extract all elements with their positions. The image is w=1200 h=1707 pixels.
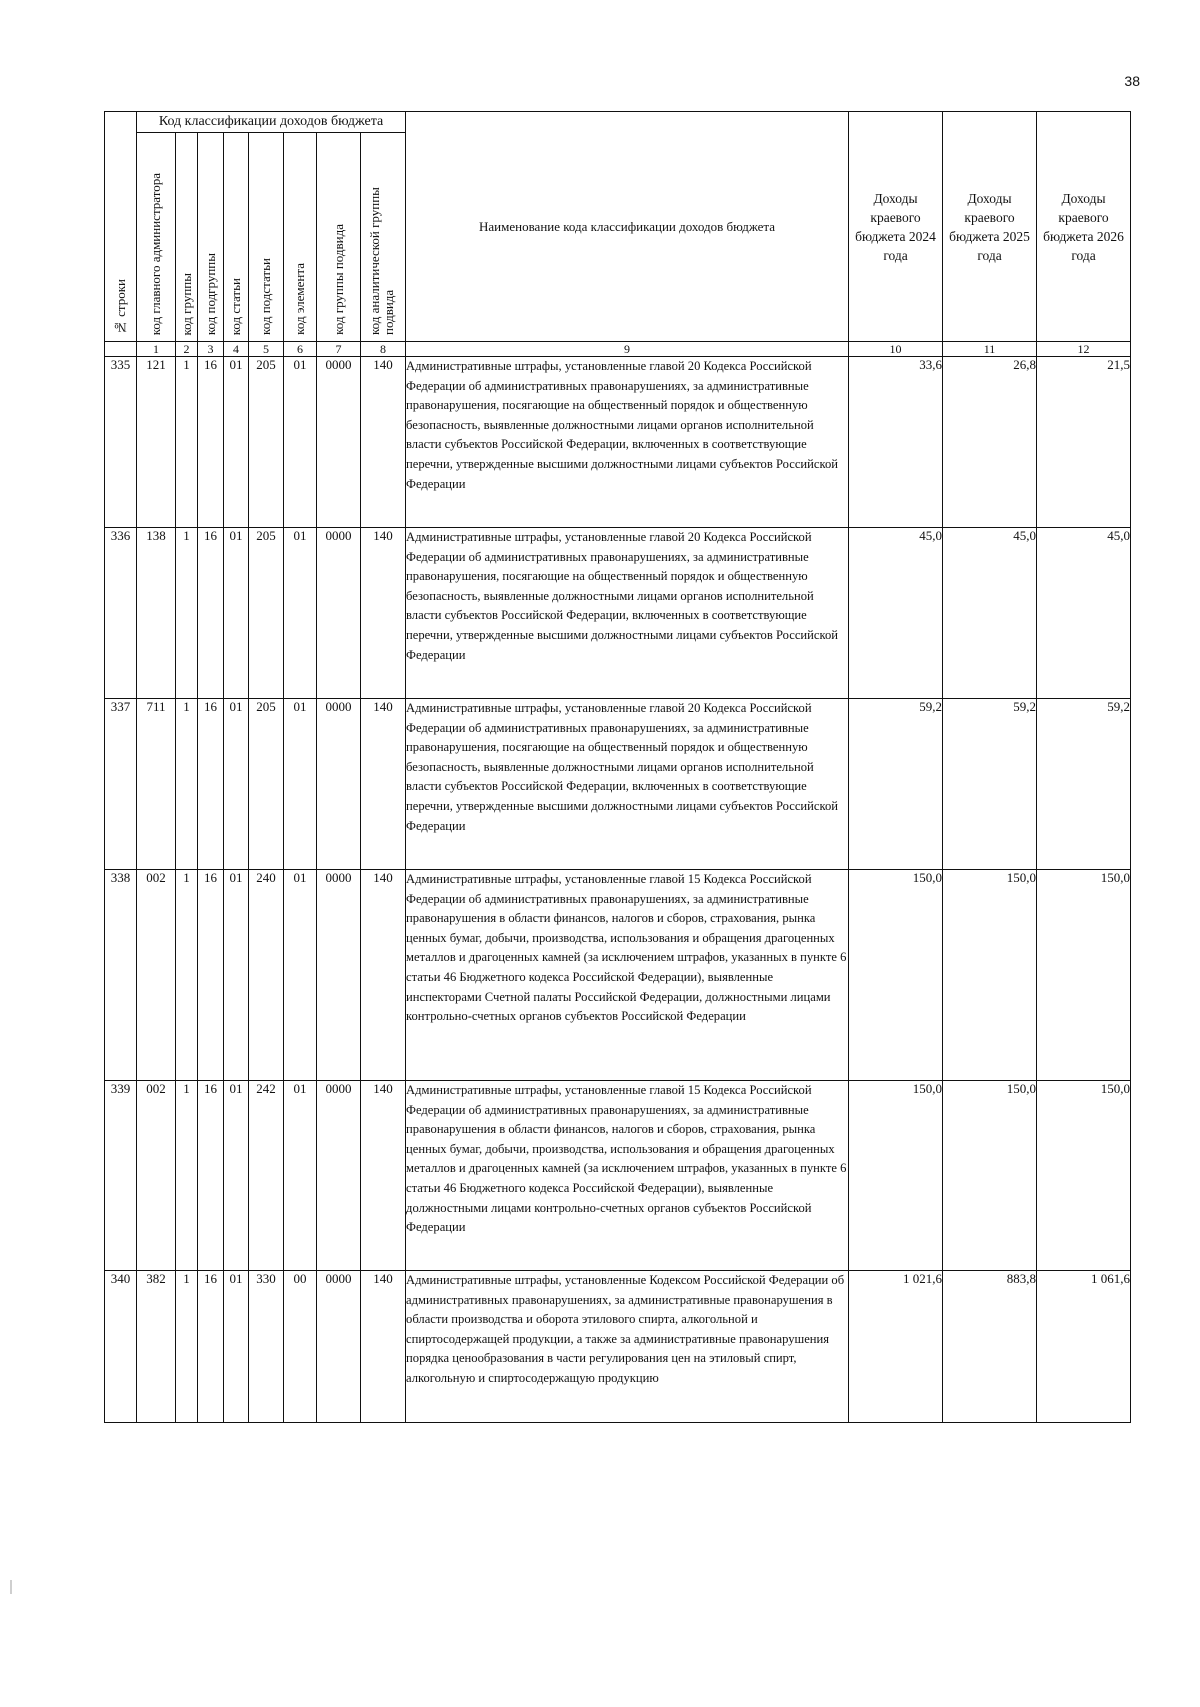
subgroup-code: 16 <box>198 1271 224 1423</box>
admin-code: 121 <box>137 357 176 528</box>
group-code: 1 <box>176 1271 198 1423</box>
page-number: 38 <box>1124 73 1140 89</box>
group-code: 1 <box>176 699 198 870</box>
element-code: 01 <box>284 870 317 1081</box>
group-code: 1 <box>176 870 198 1081</box>
row-number: 338 <box>105 870 137 1081</box>
subtype-group-code: 0000 <box>317 1081 361 1271</box>
analytic-subtype-code: 140 <box>361 1081 406 1271</box>
admin-code-header <box>137 133 176 342</box>
subarticle-code: 205 <box>249 528 284 699</box>
table-row <box>105 528 1131 699</box>
table-row <box>105 357 1131 528</box>
element-code-header-label: код элемента <box>292 263 307 335</box>
subtype-group-code: 0000 <box>317 870 361 1081</box>
revenue-2026: 21,5 <box>1037 357 1131 528</box>
table-row <box>105 1081 1131 1271</box>
article-code-header <box>224 133 249 342</box>
table-row <box>105 1271 1131 1423</box>
column-number-cell <box>105 342 137 357</box>
column-number-cell: 11 <box>943 342 1037 357</box>
subtype-group-code: 0000 <box>317 528 361 699</box>
subgroup-code: 16 <box>198 528 224 699</box>
subarticle-code: 242 <box>249 1081 284 1271</box>
row-number: 339 <box>105 1081 137 1271</box>
group-code-header <box>176 133 198 342</box>
subtype-group-code: 0000 <box>317 699 361 870</box>
group-code: 1 <box>176 1081 198 1271</box>
subarticle-code: 240 <box>249 870 284 1081</box>
group-code: 1 <box>176 357 198 528</box>
column-number-cell: 2 <box>176 342 198 357</box>
element-code-header <box>284 133 317 342</box>
admin-code: 711 <box>137 699 176 870</box>
element-code: 01 <box>284 357 317 528</box>
article-code: 01 <box>224 528 249 699</box>
row-number: 337 <box>105 699 137 870</box>
revenue-2024: 45,0 <box>849 528 943 699</box>
revenue-2025: 150,0 <box>943 1081 1037 1271</box>
column-number-cell: 6 <box>284 342 317 357</box>
budget-revenue-table <box>104 111 1131 1423</box>
subtype-group-code-header <box>317 133 361 342</box>
analytic-subtype-code-header <box>361 133 406 342</box>
revenue-2026: 1 061,6 <box>1037 1271 1131 1423</box>
admin-code: 138 <box>137 528 176 699</box>
analytic-subtype-code: 140 <box>361 870 406 1081</box>
element-code: 01 <box>284 528 317 699</box>
revenue-code-name: Административные штрафы, установленные главой 15 Кодекса Российской Федерации об административных правонарушениях, за административные правонарушения в области финансов, налогов и сборов, страхования, рынка ценных бумаг, добычи, производства, использования и обращения драгоценных металлов и драгоценных камней (за исключением штрафов, указанных в пункте 6 статьи 46 Бюджетного кодекса Российской Федерации), выявленные должностными лицами контрольно-счетных органов субъектов Российской Федерации <box>406 1081 849 1271</box>
column-number-cell: 9 <box>406 342 849 357</box>
column-number-cell: 3 <box>198 342 224 357</box>
subtype-group-code: 0000 <box>317 357 361 528</box>
column-number-cell: 12 <box>1037 342 1131 357</box>
element-code: 01 <box>284 699 317 870</box>
article-code-header-label: код статьи <box>228 277 243 335</box>
year-2025-header: Доходы краевого бюджета 2025 года <box>943 112 1037 342</box>
name-column-header: Наименование кода классификации доходов бюджета <box>406 112 849 342</box>
revenue-code-name: Административные штрафы, установленные главой 20 Кодекса Российской Федерации об административных правонарушениях, за административные правонарушения, посягающие на общественный порядок и общественную безопасность, выявленные должностными лицами органов исполнительной власти субъектов Российской Федерации, включенных в соответствующие перечни, утвержденные высшими должностными лицами субъектов Российской Федерации <box>406 528 849 699</box>
revenue-2024: 150,0 <box>849 1081 943 1271</box>
revenue-2025: 883,8 <box>943 1271 1037 1423</box>
table-row <box>105 699 1131 870</box>
group-code: 1 <box>176 528 198 699</box>
revenue-2025: 45,0 <box>943 528 1037 699</box>
element-code: 01 <box>284 1081 317 1271</box>
subgroup-code: 16 <box>198 1081 224 1271</box>
row-number: 336 <box>105 528 137 699</box>
revenue-2025: 59,2 <box>943 699 1037 870</box>
year-2026-header: Доходы краевого бюджета 2026 года <box>1037 112 1131 342</box>
revenue-2024: 59,2 <box>849 699 943 870</box>
analytic-subtype-code: 140 <box>361 1271 406 1423</box>
article-code: 01 <box>224 357 249 528</box>
subgroup-code: 16 <box>198 699 224 870</box>
revenue-2025: 26,8 <box>943 357 1037 528</box>
row-number: 340 <box>105 1271 137 1423</box>
revenue-2026: 45,0 <box>1037 528 1131 699</box>
row-number-header-label: № строки <box>112 278 128 335</box>
column-number-cell: 8 <box>361 342 406 357</box>
column-number-cell: 1 <box>137 342 176 357</box>
subgroup-code: 16 <box>198 870 224 1081</box>
article-code: 01 <box>224 699 249 870</box>
revenue-2026: 150,0 <box>1037 870 1131 1081</box>
row-number-header <box>105 112 137 342</box>
revenue-code-name: Административные штрафы, установленные главой 20 Кодекса Российской Федерации об административных правонарушениях, за административные правонарушения, посягающие на общественный порядок и общественную безопасность, выявленные должностными лицами органов исполнительной власти субъектов Российской Федерации, включенных в соответствующие перечни, утвержденные высшими должностными лицами субъектов Российской Федерации <box>406 357 849 528</box>
column-number-cell: 5 <box>249 342 284 357</box>
analytic-subtype-code: 140 <box>361 528 406 699</box>
subgroup-code-header <box>198 133 224 342</box>
article-code: 01 <box>224 1081 249 1271</box>
subarticle-code: 330 <box>249 1271 284 1423</box>
admin-code: 002 <box>137 870 176 1081</box>
subgroup-code: 16 <box>198 357 224 528</box>
subtype-group-code-header-label: код группы подвида <box>330 224 346 335</box>
subarticle-code-header-label: код подстатьи <box>258 258 273 335</box>
analytic-subtype-code-header-label: код аналитической группы подвида <box>367 187 397 335</box>
revenue-2024: 33,6 <box>849 357 943 528</box>
column-number-cell: 4 <box>224 342 249 357</box>
analytic-subtype-code: 140 <box>361 357 406 528</box>
subarticle-code: 205 <box>249 357 284 528</box>
article-code: 01 <box>224 1271 249 1423</box>
revenue-2024: 150,0 <box>849 870 943 1081</box>
column-number-cell: 7 <box>317 342 361 357</box>
subarticle-code: 205 <box>249 699 284 870</box>
subarticle-code-header <box>249 133 284 342</box>
scan-artifact <box>10 1580 12 1594</box>
column-number-cell: 10 <box>849 342 943 357</box>
group-code-header-label: код группы <box>178 272 194 335</box>
admin-code: 002 <box>137 1081 176 1271</box>
revenue-code-name: Административные штрафы, установленные главой 15 Кодекса Российской Федерации об административных правонарушениях, за административные правонарушения в области финансов, налогов и сборов, страхования, рынка ценных бумаг, добычи, производства, использования и обращения драгоценных металлов и драгоценных камней (за исключением штрафов, указанных в пункте 6 статьи 46 Бюджетного кодекса Российской Федерации), выявленные инспекторами Счетной палаты Российской Федерации, должностными лицами контрольно-счетных органов субъектов Российской Федерации <box>406 870 849 1081</box>
analytic-subtype-code: 140 <box>361 699 406 870</box>
admin-code: 382 <box>137 1271 176 1423</box>
element-code: 00 <box>284 1271 317 1423</box>
article-code: 01 <box>224 870 249 1081</box>
revenue-2025: 150,0 <box>943 870 1037 1081</box>
column-number-row <box>105 342 1131 357</box>
revenue-2026: 59,2 <box>1037 699 1131 870</box>
year-2024-header: Доходы краевого бюджета 2024 года <box>849 112 943 342</box>
row-number: 335 <box>105 357 137 528</box>
revenue-code-name: Административные штрафы, установленные главой 20 Кодекса Российской Федерации об административных правонарушениях, за административные правонарушения, посягающие на общественный порядок и общественную безопасность, выявленные должностными лицами органов исполнительной власти субъектов Российской Федерации, включенных в соответствующие перечни, утвержденные высшими должностными лицами субъектов Российской Федерации <box>406 699 849 870</box>
classification-code-group-header: Код классификации доходов бюджета <box>137 112 406 133</box>
subgroup-code-header-label: код подгруппы <box>202 252 218 335</box>
table-row <box>105 870 1131 1081</box>
admin-code-header-label: код главного администратора <box>148 172 163 335</box>
subtype-group-code: 0000 <box>317 1271 361 1423</box>
revenue-code-name: Административные штрафы, установленные Кодексом Российской Федерации об административных правонарушениях, за административные правонарушения в области производства и оборота этилового спирта, алкогольной и спиртосодержащей продукции, а также за административные правонарушения порядка ценообразования в части регулирования цен на этиловый спирт, алкогольную и спиртосодержащую продукцию <box>406 1271 849 1423</box>
revenue-2024: 1 021,6 <box>849 1271 943 1423</box>
revenue-2026: 150,0 <box>1037 1081 1131 1271</box>
